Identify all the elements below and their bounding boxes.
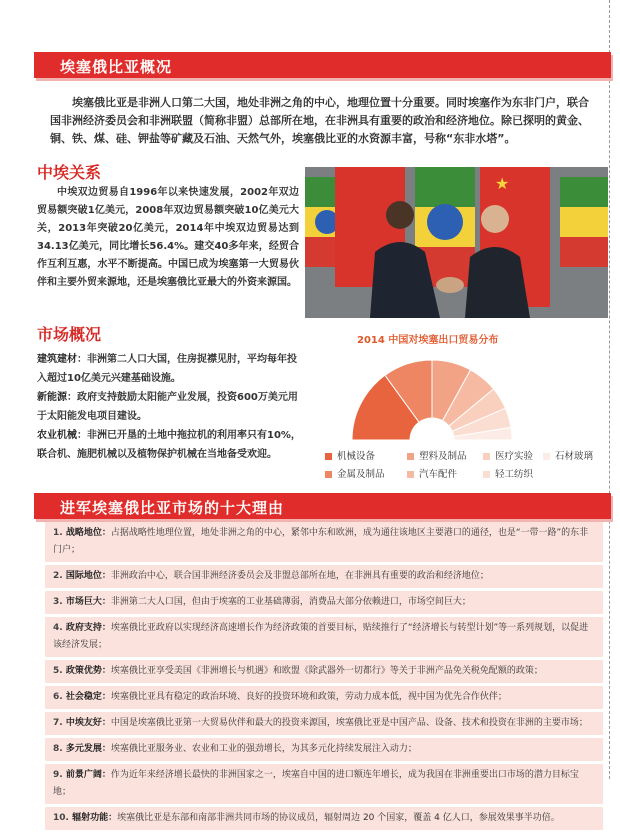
legend-label: 石材玻璃 bbox=[555, 451, 594, 462]
handshake-photo bbox=[305, 167, 608, 318]
reason-row bbox=[45, 686, 603, 709]
export-distribution-chart bbox=[305, 340, 545, 445]
reason-text: 埃塞俄比亚是东部和南部非洲共同市场的协议成员，辐射周边 20 个国家，覆盖 4 亿人口，参展效果事半功倍。 bbox=[117, 813, 560, 823]
legend-item bbox=[407, 466, 457, 480]
legend-label: 金属及制品 bbox=[337, 469, 385, 480]
reason-row bbox=[45, 522, 603, 562]
intro-paragraph: 埃塞俄比亚是非洲人口第二大国，地处非洲之角的中心，地理位置十分重要。同时埃塞作为东非门户，联合国非洲经济委员会和非洲联盟（简称非盟）总部所在地，在非洲具有重要的政治和经济地位。除已探明的黄金、铜、铁、煤、硅、钾盐等矿藏及石油、天然气外，埃塞俄比亚的水资源丰富，号称“东非水塔”。 bbox=[50, 96, 589, 145]
reason-number: 2. bbox=[53, 571, 66, 581]
market-overview-title: 市场概况 bbox=[37, 325, 102, 344]
reason-text: 埃塞俄比亚服务业、农业和工业的强劲增长，为其多元化持续发展注入动力； bbox=[110, 744, 417, 754]
reason-text: 占据战略性地理位置，地处非洲之角的中心，紧邻中东和欧洲，成为通往该地区主要港口的通径，也是“一带一路”的东非门户； bbox=[53, 528, 589, 555]
legend-swatch bbox=[543, 453, 550, 460]
legend-item bbox=[325, 448, 375, 462]
reason-category: 中埃友好： bbox=[65, 718, 111, 728]
reason-row bbox=[45, 660, 603, 683]
china-relations-paragraph: 中埃双边贸易自1996年以来快速发展，2002年双边贸易额突破1亿美元，2008年双边贸易额突破10亿美元大关，2013年突破20亿美元，2014年中埃双边贸易达到34.13亿美元，同比增长56.4%。建交40多年来，经贸合作互利互惠，水平不断提高。中国已成为埃塞第一大贸易伙伴和主要外贸来源地，还是埃塞俄比亚最大的外资来源国。 bbox=[37, 187, 299, 288]
reason-text: 埃塞俄比亚政府以实现经济高速增长作为经济政策的首要目标，贴续推行了“经济增长与转型计划”等一系列规划，以促进该经济发展； bbox=[53, 623, 589, 650]
svg-text:★: ★ bbox=[495, 174, 510, 193]
reason-text: 埃塞俄比亚享受美国《非洲增长与机遇》和欧盟《除武器外一切都行》等关于非洲产品免关税免配额的政策； bbox=[110, 666, 543, 676]
legend-label: 机械设备 bbox=[337, 451, 376, 462]
reason-text: 作为近年来经济增长最快的非洲国家之一，埃塞自中国的进口额连年增长，成为我国在非洲重要出口市场的潜力目标宝地； bbox=[53, 770, 579, 797]
legend-item bbox=[483, 448, 533, 462]
reason-row bbox=[45, 738, 603, 761]
page-edge-dashed bbox=[609, 0, 610, 779]
legend-item bbox=[543, 448, 593, 462]
reason-category: 政策优势： bbox=[65, 666, 111, 676]
reason-category: 战略地位： bbox=[65, 528, 111, 538]
reason-number: 9. bbox=[53, 770, 66, 780]
reason-number: 5. bbox=[53, 666, 66, 676]
section-title-reasons: 进军埃塞俄比亚市场的十大理由 bbox=[60, 499, 285, 517]
reason-number: 3. bbox=[53, 597, 66, 607]
legend-swatch bbox=[407, 471, 414, 478]
reason-row bbox=[45, 591, 603, 614]
market-item-text: 政府支持鼓励太阳能产业发展，投资600万美元用于太阳能发电项目建设。 bbox=[37, 392, 298, 422]
reasons-list bbox=[45, 522, 603, 833]
legend-swatch bbox=[325, 471, 332, 478]
reason-number: 10. bbox=[53, 813, 73, 823]
reason-text: 中国是埃塞俄比亚第一大贸易伙伴和最大的投资来源国，埃塞俄比亚是中国产品、设备、技术和投资在非洲的主要市场； bbox=[110, 718, 588, 728]
reason-number: 6. bbox=[53, 692, 66, 702]
legend-item bbox=[483, 466, 533, 480]
reason-row bbox=[45, 617, 603, 657]
reason-number: 4. bbox=[53, 623, 66, 633]
reason-number: 8. bbox=[53, 744, 66, 754]
reason-category: 前景广阔： bbox=[65, 770, 111, 780]
reason-text: 非洲第二大人口国，但由于埃塞的工业基础薄弱，消费品大部分依赖进口，市场空间巨大； bbox=[110, 597, 471, 607]
market-item-label: 建筑建材： bbox=[37, 354, 87, 365]
legend-swatch bbox=[325, 453, 332, 460]
reason-number: 7. bbox=[53, 718, 66, 728]
legend-label: 塑料及制品 bbox=[419, 451, 467, 462]
reason-category: 多元发展： bbox=[65, 744, 111, 754]
market-item-label: 新能源： bbox=[37, 392, 77, 403]
reason-text: 埃塞俄比亚具有稳定的政治环境、良好的投资环境和政策，劳动力成本低，视中国为优先合作伙伴； bbox=[110, 692, 507, 702]
legend-label: 医疗实验 bbox=[495, 451, 534, 462]
legend-label: 轻工纺织 bbox=[495, 469, 534, 480]
reason-row bbox=[45, 807, 603, 830]
market-overview-list bbox=[37, 350, 305, 464]
legend-label: 汽车配件 bbox=[419, 469, 458, 480]
reason-category: 社会稳定： bbox=[65, 692, 111, 702]
market-item bbox=[37, 388, 305, 426]
reason-category: 市场巨大： bbox=[65, 597, 111, 607]
chart-title: 2014 中国对埃塞出口贸易分布 bbox=[357, 335, 499, 346]
reason-row bbox=[45, 712, 603, 735]
market-item bbox=[37, 426, 305, 464]
legend-item bbox=[325, 466, 385, 480]
market-item-text: 非洲第二人口大国，住房捉襟见肘，平均每年投入超过10亿美元兴建基础设施。 bbox=[37, 354, 297, 384]
reason-category: 政府支持： bbox=[65, 623, 111, 633]
section-title-overview: 埃塞俄比亚概况 bbox=[60, 58, 173, 76]
reason-category: 辐射功能： bbox=[72, 813, 118, 823]
reason-row bbox=[45, 565, 603, 588]
market-item-label: 农业机械： bbox=[37, 430, 87, 441]
market-item bbox=[37, 350, 305, 388]
chart-legend bbox=[325, 448, 615, 484]
legend-item bbox=[407, 448, 467, 462]
market-item-text: 非洲已开垦的土地中拖拉机的利用率只有10%，联合机、施肥机械以及植物保护机械在当地备受欢迎。 bbox=[37, 430, 301, 460]
reason-text: 非洲政治中心，联合国非洲经济委员会及非盟总部所在地，在非洲具有重要的政治和经济地位； bbox=[110, 571, 489, 581]
legend-swatch bbox=[483, 453, 490, 460]
reason-row bbox=[45, 764, 603, 804]
reason-category: 国际地位： bbox=[65, 571, 111, 581]
handshake-illustration bbox=[305, 167, 608, 318]
legend-swatch bbox=[407, 453, 414, 460]
section-banner-overview bbox=[34, 52, 611, 78]
legend-swatch bbox=[483, 471, 490, 478]
section-banner-reasons bbox=[34, 493, 611, 519]
reason-number: 1. bbox=[53, 528, 66, 538]
china-relations-title: 中埃关系 bbox=[37, 163, 102, 182]
